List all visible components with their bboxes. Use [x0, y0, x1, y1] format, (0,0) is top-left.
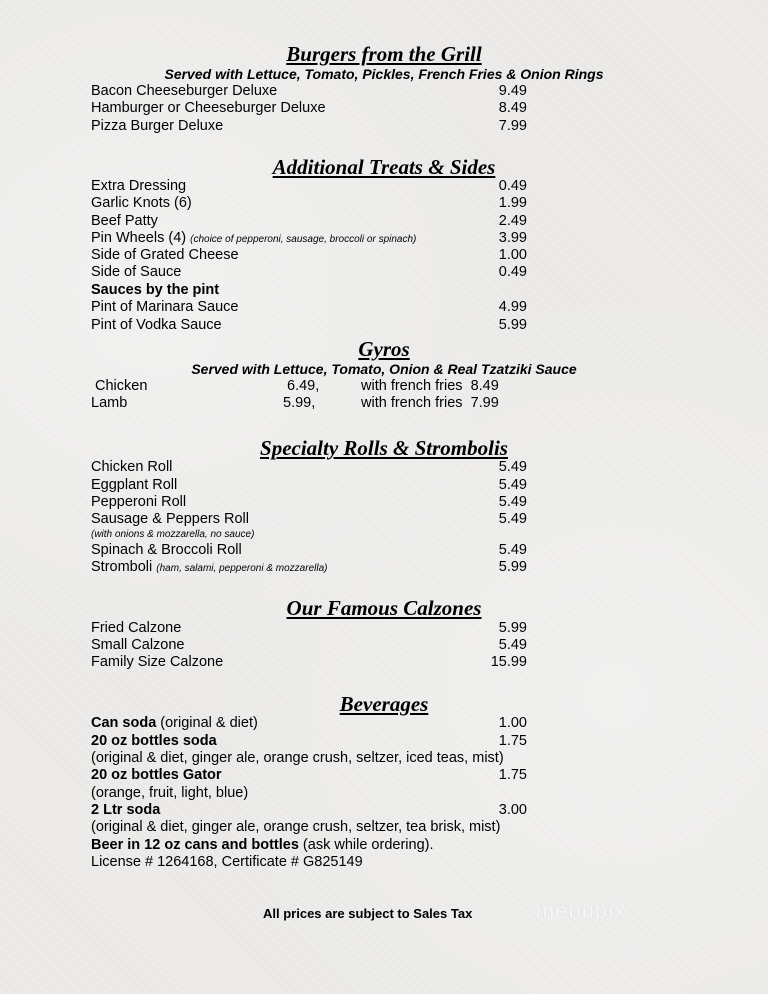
menu-item: [91, 118, 527, 135]
item-price: 4.99: [498, 299, 527, 315]
menu-item: [91, 637, 527, 654]
item-price: 2.49: [498, 213, 527, 229]
menu-item: [91, 715, 527, 732]
menu-item: [91, 654, 527, 671]
item-price: 7.99: [498, 118, 527, 134]
item-name: Eggplant Roll: [91, 477, 178, 493]
item-name: 2 Ltr soda: [91, 802, 161, 818]
menu-item: [91, 559, 527, 576]
item-name: Extra Dressing: [91, 178, 187, 194]
menu-item: [91, 213, 527, 230]
item-note: (ham, salami, pepperoni & mozzarella): [156, 563, 328, 574]
item-price: 5.99: [498, 620, 527, 636]
item-name: Beef Patty: [91, 213, 158, 229]
menu-item: [91, 247, 527, 264]
menu-item: [91, 459, 527, 476]
item-note: (choice of pepperoni, sausage, broccoli or spinach): [190, 234, 417, 245]
menu-item: [91, 100, 527, 117]
item-price: 1.75: [498, 733, 527, 749]
menu-item: [91, 317, 527, 334]
calzones-title: Our Famous Calzones: [286, 596, 482, 620]
beer-line: [91, 837, 433, 854]
item-price: 0.49: [498, 264, 527, 280]
item-price: 5.99: [498, 559, 527, 575]
item-name: Sausage & Peppers Roll: [91, 511, 249, 527]
item-name-text: Pin Wheels (4): [91, 230, 187, 246]
item-name: 20 oz bottles soda: [91, 733, 217, 749]
item-price: 1.00: [498, 715, 527, 731]
menu-item: [91, 83, 527, 100]
item-price: 5.49: [498, 459, 527, 475]
item-price: 5.99: [498, 317, 527, 333]
item-price: 8.49: [498, 100, 527, 116]
gyro-fries: with french fries 8.49: [361, 378, 499, 394]
item-description: (orange, fruit, light, blue): [91, 785, 249, 801]
menu-item: [91, 299, 527, 316]
item-name: Pint of Marinara Sauce: [91, 299, 239, 315]
menu-item: [91, 767, 527, 784]
item-name: 20 oz bottles Gator: [91, 767, 222, 783]
menu-item: [91, 195, 527, 212]
item-price: 3.99: [498, 230, 527, 246]
menu-item: [91, 802, 527, 819]
item-name: Fried Calzone: [91, 620, 182, 636]
item-price: 9.49: [498, 83, 527, 99]
gyro-price: 5.99,: [283, 395, 316, 411]
menu-item: [91, 620, 527, 637]
item-name: Side of Sauce: [91, 264, 182, 280]
menu-item: [91, 477, 527, 494]
item-description: (original & diet, ginger ale, orange crush, seltzer, iced teas, mist): [91, 750, 504, 766]
item-price: 5.49: [498, 477, 527, 493]
gyro-price: 6.49,: [287, 378, 320, 394]
sales-tax-note: All prices are subject to Sales Tax: [263, 906, 473, 921]
beer-rest: (ask while ordering).: [298, 837, 434, 853]
item-name: Pizza Burger Deluxe: [91, 118, 224, 134]
gyro-fries: with french fries 7.99: [361, 395, 499, 411]
item-name: Spinach & Broccoli Roll: [91, 542, 242, 558]
item-name: Small Calzone: [91, 637, 185, 653]
menu-item: [91, 264, 527, 281]
menu-item: [91, 494, 527, 511]
item-price: 3.00: [498, 802, 527, 818]
item-name: [91, 559, 327, 577]
item-name: Pepperoni Roll: [91, 494, 187, 510]
item-name: [91, 715, 258, 732]
item-price: 5.49: [498, 511, 527, 527]
item-name: [91, 230, 416, 248]
burgers-subtitle: Served with Lettuce, Tomato, Pickles, French Fries & Onion Rings: [164, 66, 604, 82]
item-name: Chicken Roll: [91, 459, 173, 475]
item-price: 1.99: [498, 195, 527, 211]
item-name-bold: Can soda: [91, 715, 157, 731]
item-price: 5.49: [498, 542, 527, 558]
gyros-title: Gyros: [358, 337, 410, 361]
menu-item: [91, 511, 527, 528]
item-name: Side of Grated Cheese: [91, 247, 239, 263]
item-name: Hamburger or Cheeseburger Deluxe: [91, 100, 326, 116]
item-price: 1.75: [498, 767, 527, 783]
sides-title: Additional Treats & Sides: [272, 155, 496, 179]
pint-header: Sauces by the pint: [91, 282, 220, 298]
item-price: 0.49: [498, 178, 527, 194]
item-price: 1.00: [498, 247, 527, 263]
item-price: 5.49: [498, 494, 527, 510]
item-name-rest: (original & diet): [156, 715, 258, 731]
gyros-subtitle: Served with Lettuce, Tomato, Onion & Real Tzatziki Sauce: [191, 361, 577, 377]
item-name: Garlic Knots (6): [91, 195, 192, 211]
beverages-title: Beverages: [339, 692, 429, 716]
item-name: Bacon Cheeseburger Deluxe: [91, 83, 278, 99]
menu-item: [91, 178, 527, 195]
gyro-name: Chicken: [95, 378, 148, 394]
menu-item: [91, 542, 527, 559]
item-name: Pint of Vodka Sauce: [91, 317, 222, 333]
item-name: Family Size Calzone: [91, 654, 224, 670]
gyro-name: Lamb: [91, 395, 128, 411]
item-price: 5.49: [498, 637, 527, 653]
menu-item: [91, 733, 527, 750]
menupix-watermark: menupix: [536, 898, 627, 923]
item-note: (with onions & mozzarella, no sauce): [91, 529, 255, 540]
rolls-title: Specialty Rolls & Strombolis: [260, 436, 508, 460]
menu-item: [91, 230, 527, 247]
license-line: License # 1264168, Certificate # G825149: [91, 854, 363, 870]
item-name-text: Stromboli: [91, 559, 153, 575]
burgers-title: Burgers from the Grill: [286, 42, 482, 66]
beer-bold: Beer in 12 oz cans and bottles: [91, 837, 299, 853]
item-price: 15.99: [490, 654, 527, 670]
item-description: (original & diet, ginger ale, orange crush, seltzer, tea brisk, mist): [91, 819, 501, 835]
